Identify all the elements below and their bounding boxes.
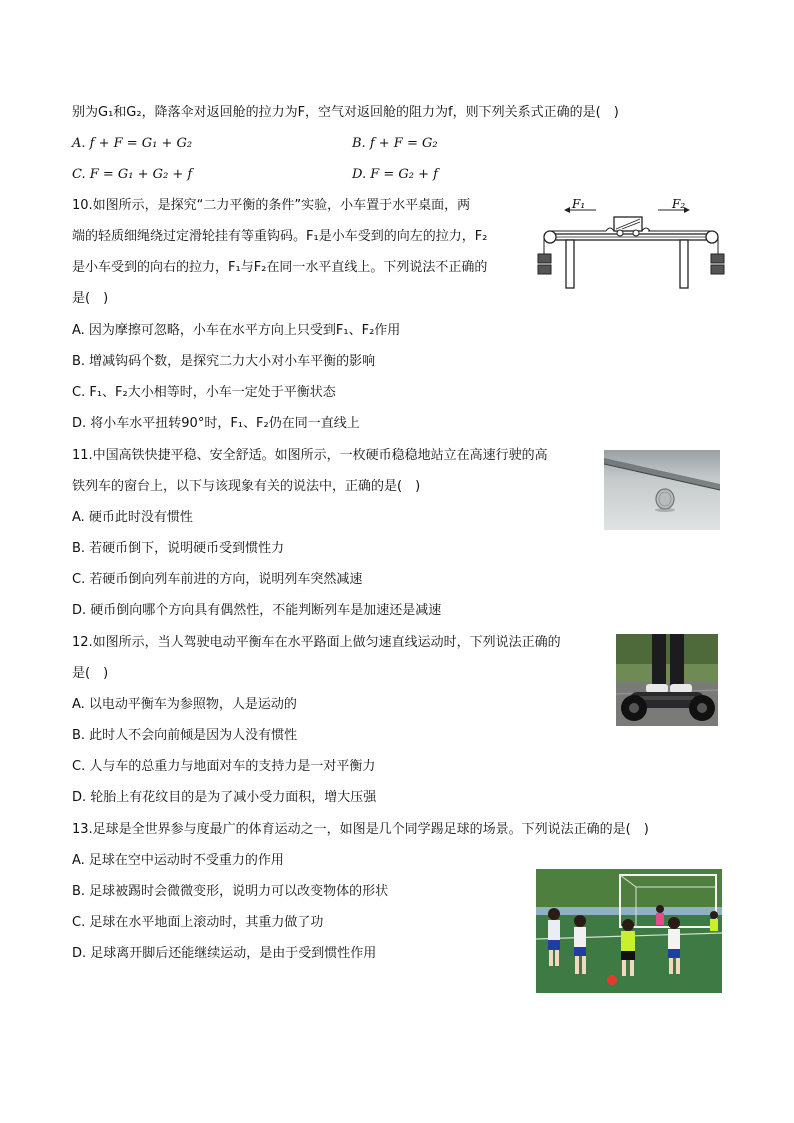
- q10-option-b: B. 增减钩码个数，是探究二力大小对小车平衡的影响: [72, 354, 376, 369]
- q10-option-d: D. 将小车水平扭转90°时，F₁、F₂仍在同一直线上: [72, 416, 360, 431]
- q13-football-photo: [536, 869, 722, 993]
- q13-option-b: B. 足球被踢时会微微变形，说明力可以改变物体的形状: [72, 884, 389, 899]
- f1-label: F₁: [572, 197, 586, 211]
- q11-stem-line: 11.中国高铁快捷平稳、安全舒适。如图所示，一枚硬币稳稳地站立在高速行驶的高: [72, 448, 548, 463]
- q9-option-b: B. f + F = G₂: [352, 136, 438, 151]
- q12-balance-scooter-photo: [616, 634, 718, 726]
- q10-cart-pulley-figure: [536, 196, 726, 292]
- q9-option-c: C. F = G₁ + G₂ + f: [72, 167, 193, 182]
- q10-option-a: A. 因为摩擦可忽略，小车在水平方向上只受到F₁、F₂作用: [72, 323, 401, 338]
- q13-option-a: A. 足球在空中运动时不受重力的作用: [72, 853, 284, 868]
- q11-stem-line: 铁列车的窗台上，以下与该现象有关的说法中，正确的是( ): [72, 479, 421, 494]
- q12-stem-line: 12.如图所示，当人驾驶电动平衡车在水平路面上做匀速直线运动时，下列说法正确的: [72, 635, 561, 650]
- q11-option-b: B. 若硬币倒下，说明硬币受到惯性力: [72, 541, 285, 556]
- q10-stem-line: 10.如图所示，是探究“二力平衡的条件”实验，小车置于水平桌面，两: [72, 198, 471, 213]
- q13-option-d: D. 足球离开脚后还能继续运动，是由于受到惯性作用: [72, 946, 377, 961]
- q11-option-a: A. 硬币此时没有惯性: [72, 510, 193, 525]
- q12-option-a: A. 以电动平衡车为参照物，人是运动的: [72, 697, 297, 712]
- q10-stem-line: 是小车受到的向右的拉力，F₁与F₂在同一水平直线上。下列说法不正确的: [72, 260, 488, 275]
- q13-stem-line: 13.足球是全世界参与度最广的体育运动之一，如图是几个同学踢足球的场景。下列说法正确的是( ): [72, 822, 649, 837]
- q13-option-c: C. 足球在水平地面上滚动时，其重力做了功: [72, 915, 324, 930]
- q12-option-d: D. 轮胎上有花纹目的是为了减小受力面积，增大压强: [72, 790, 377, 805]
- q10-option-c: C. F₁、F₂大小相等时，小车一定处于平衡状态: [72, 385, 336, 400]
- q11-option-c: C. 若硬币倒向列车前进的方向，说明列车突然减速: [72, 572, 363, 587]
- q12-option-c: C. 人与车的总重力与地面对车的支持力是一对平衡力: [72, 759, 376, 774]
- q10-stem-line: 端的轻质细绳绕过定滑轮挂有等重钩码。F₁是小车受到的向左的拉力，F₂: [72, 229, 488, 244]
- q12-stem-line: 是( ): [72, 666, 109, 681]
- q12-option-b: B. 此时人不会向前倾是因为人没有惯性: [72, 728, 298, 743]
- q11-option-d: D. 硬币倒向哪个方向具有偶然性，不能判断列车是加速还是减速: [72, 603, 442, 618]
- f2-label: F₂: [672, 197, 686, 211]
- q10-stem-line: 是( ): [72, 291, 109, 306]
- q9-option-d: D. F = G₂ + f: [352, 167, 438, 182]
- q11-coin-photo: [604, 450, 720, 530]
- q9-stem: 别为G₁和G₂，降落伞对返回舱的拉力为F，空气对返回舱的阻力为f，则下列关系式正确的是( ): [72, 105, 619, 120]
- q9-option-a: A. f + F = G₁ + G₂: [72, 136, 193, 151]
